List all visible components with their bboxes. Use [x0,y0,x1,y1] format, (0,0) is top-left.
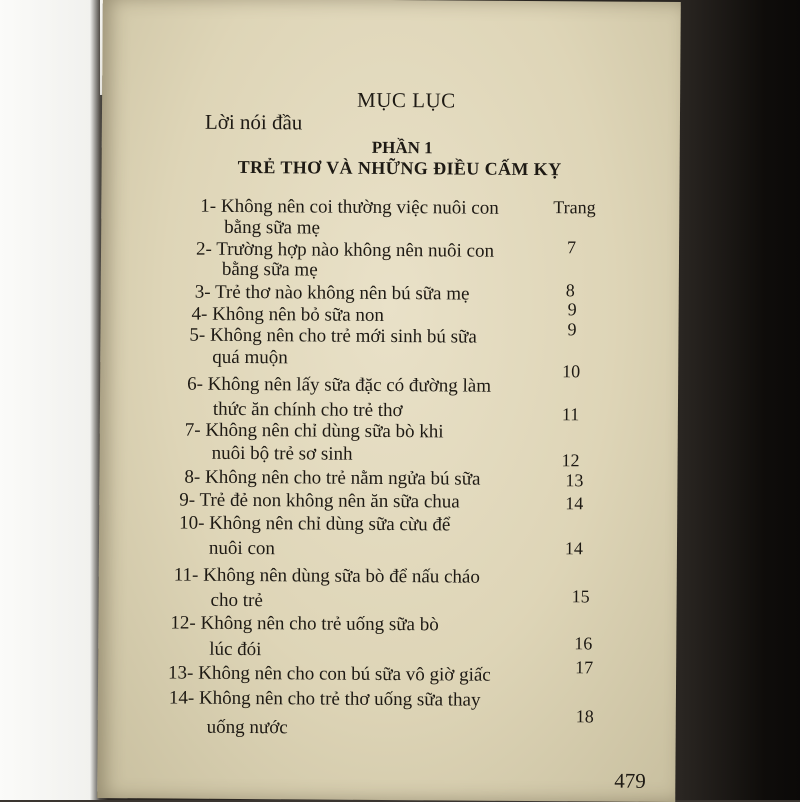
toc-entry-9-line-1: 9- Trẻ đẻ non không nên ăn sữa chua [179,489,460,513]
toc-entry-5-line-2: quá muộn [212,346,288,369]
toc-entry-11-line-1: 11- Không nên dùng sữa bò để nấu cháo [173,564,480,588]
toc-entry-3-line-1: 3- Trẻ thơ nào không nên bú sữa mẹ [194,281,470,305]
toc-entry-13-line-1: 13- Không nên cho con bú sữa vô giờ giấc [168,662,491,686]
toc-entry-9-page: 14 [565,493,584,514]
toc-entry-2-line-1: 2- Trường hợp nào không nên nuôi con [195,238,495,262]
page-column-label: Trang [553,197,596,218]
toc-entry-12-page: 16 [574,633,593,654]
toc-entry-12-line-1: 12- Không nên cho trẻ uống sữa bò [170,612,439,636]
toc-entry-10-page: 14 [564,538,584,559]
toc-entry-8-line-1: 8- Không nên cho trẻ nằm ngửa bú sữa [184,466,481,490]
toc-entry-14-line-2: uống nước [206,716,288,739]
foreword-entry: Lời nói đầu [204,109,303,135]
page-number-folio: 479 [614,768,646,793]
toc-entry-4-page: 9 [567,319,577,340]
toc-entry-1-line-1: 1- Không nên coi thường việc nuôi con [200,195,499,219]
toc-entry-1-line-2: bằng sữa mẹ [224,216,321,239]
toc-entry-7-line-1: 7- Không nên chỉ dùng sữa bò khi [184,419,444,443]
toc-entry-6-line-2: thức ăn chính cho trẻ thơ [212,398,403,422]
toc-entry-11-page: 15 [571,586,590,607]
toc-entry-10-line-2: nuôi con [208,537,276,560]
toc-entry-5-line-1: 5- Không nên cho trẻ mới sinh bú sữa [189,324,477,348]
toc-entry-5-page: 10 [562,361,581,382]
toc-entry-7-line-2: nuôi bộ trẻ sơ sinh [211,442,353,465]
toc-entry-4-line-1: 4- Không nên bỏ sữa non [191,303,385,326]
toc-entry-13-page: 17 [575,657,594,678]
part-number: PHẦN 1 [371,137,433,158]
toc-entry-11-line-2: cho trẻ [210,589,263,612]
toc-entry-8-page: 13 [565,470,584,491]
toc-entry-10-line-1: 10- Không nên chỉ dùng sữa cừu để [179,512,451,536]
toc-entry-6-page: 11 [561,404,580,425]
book-page [97,0,681,802]
toc-entry-2-page: 8 [565,280,575,301]
dark-right-edge [680,0,800,800]
toc-entry-12-line-2: lúc đói [209,638,262,661]
toc-entry-1-page: 7 [567,237,577,258]
toc-entry-14-page: 18 [575,706,594,727]
toc-entry-6-line-1: 6- Không nên lấy sữa đặc có đường làm [187,373,492,397]
toc-entry-3-page: 9 [567,299,577,320]
toc-entry-2-line-2: bằng sữa mẹ [221,258,318,281]
toc-title: MỤC LỤC [357,87,456,113]
part-title: TRẺ THƠ VÀ NHỮNG ĐIỀU CẤM KỴ [237,156,562,180]
toc-entry-14-line-1: 14- Không nên cho trẻ thơ uống sữa thay [168,687,481,711]
toc-entry-7-page: 12 [561,450,580,471]
